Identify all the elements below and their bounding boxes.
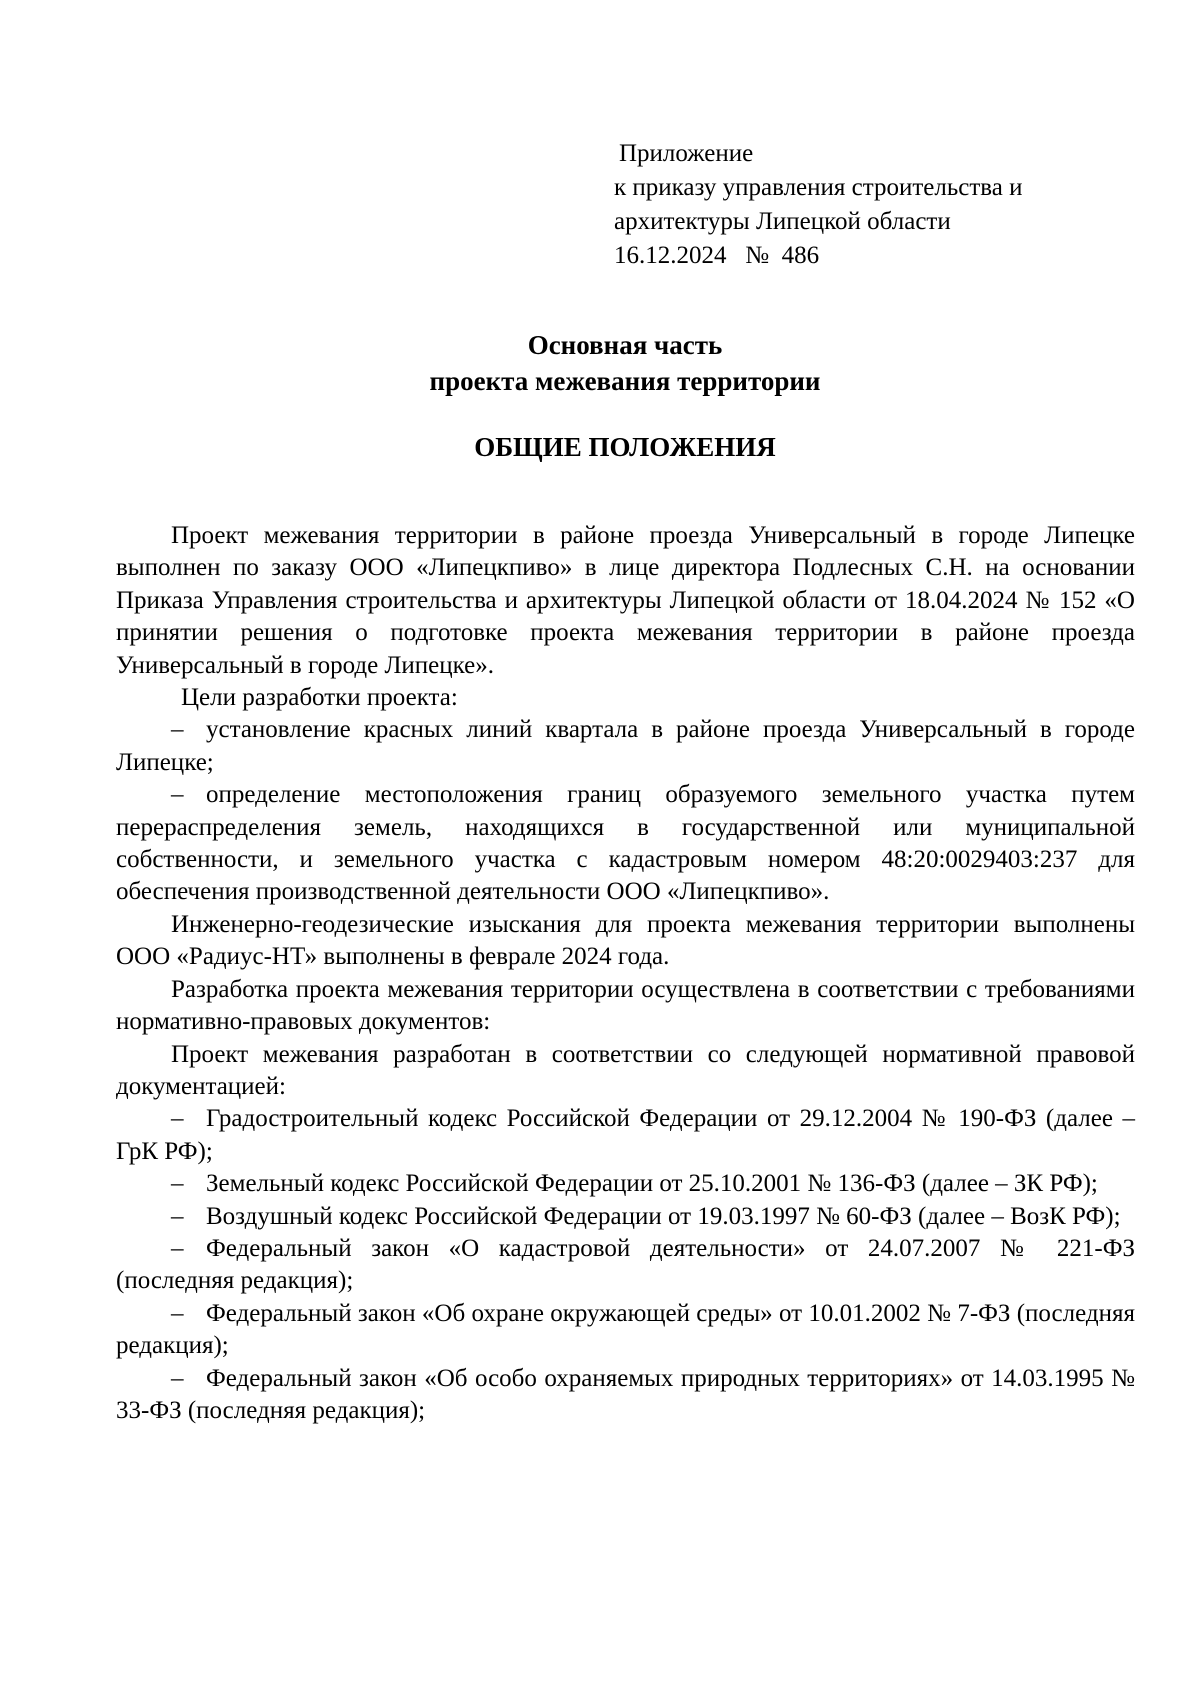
bullet-dash: – (171, 1364, 184, 1392)
regulation-item (116, 1233, 1135, 1298)
appendix-line-1: к приказу управления строительства и (614, 174, 1023, 201)
regulation-item (116, 1363, 1135, 1428)
regulation-item (116, 1103, 1135, 1168)
goal-item (116, 779, 1135, 909)
development-paragraph: Разработка проекта межевания территории осуществлена в соответствии с требованиями нормативно-правовых документов: (116, 975, 1135, 1036)
appendix-line-2: архитектуры Липецкой области (614, 208, 951, 235)
bullet-dash: – (171, 781, 184, 809)
bullet-dash: – (171, 1105, 184, 1133)
regulation-item (116, 1298, 1135, 1363)
regulation-item (116, 1168, 1135, 1200)
bullet-dash: – (171, 1299, 184, 1327)
intro-paragraph: Проект межевания территории в районе проезда Универсальный в городе Липецке выполнен по заказу ООО «Липецкпиво» в лице директора Подлесных С.Н. на основании Приказа Управления строительства и архитектуры Липецкой области от 18.04.2024 № 152 «О принятии решения о подготовке проекта межевания территории в районе проезда Универсальный в городе Липецке». (116, 522, 1135, 679)
appendix-date: 16.12.2024 (614, 242, 727, 269)
regulations-intro: Проект межевания разработан в соответствии со следующей нормативной правовой документацией: (116, 1040, 1135, 1100)
goal-text: определение местоположения границ образуемого земельного участка путем перераспределения земель, находящихся в государственной или муниципальной собственности, и земельного участка с кадастровым номером 48:20:0029403:237 для обеспечения производственной деятельности ООО «Липецкпиво». (116, 781, 1135, 906)
bullet-dash: – (171, 1170, 184, 1198)
regulation-item (116, 1201, 1135, 1233)
bullet-dash: – (171, 1234, 184, 1262)
appendix-title: Приложение (619, 140, 754, 167)
appendix-block (614, 137, 1022, 273)
regulation-text: Федеральный закон «Об особо охраняемых природных территориях» от 14.03.1995 № 33-ФЗ (последняя редакция); (116, 1364, 1135, 1424)
regulation-text: Земельный кодекс Российской Федерации от 25.10.2001 № 136-ФЗ (далее – ЗК РФ); (206, 1170, 1098, 1198)
appendix-date-number (614, 239, 1022, 273)
regulation-text: Воздушный кодекс Российской Федерации от 19.03.1997 № 60-ФЗ (далее – ВозК РФ); (206, 1202, 1121, 1230)
appendix-number: 486 (781, 242, 820, 269)
regulation-text: Градостроительный кодекс Российской Федерации от 29.12.2004 № 190-ФЗ (далее – ГрК РФ); (116, 1105, 1135, 1165)
surveys-paragraph: Инженерно-геодезические изыскания для проекта межевания территории выполнены ООО «Радиус-НТ» выполнены в феврале 2024 года. (116, 910, 1135, 971)
document-body (116, 520, 1135, 1427)
appendix-number-label: № (745, 242, 770, 269)
bullet-dash: – (171, 1202, 184, 1230)
bullet-dash: – (171, 716, 184, 744)
goal-item (116, 714, 1135, 779)
title-line-2: проекта межевания территории (429, 366, 821, 396)
title-line-1: Основная часть (527, 330, 723, 360)
regulation-text: Федеральный закон «О кадастровой деятельности» от 24.07.2007 № 221-ФЗ (последняя редакция); (116, 1234, 1135, 1295)
goal-text: установление красных линий квартала в районе проезда Универсальный в городе Липецке; (116, 716, 1135, 776)
regulation-text: Федеральный закон «Об охране окружающей среды» от 10.01.2002 № 7-ФЗ (последняя редакция); (116, 1299, 1135, 1360)
document-title (0, 327, 1200, 399)
goals-title: Цели разработки проекта: (181, 684, 458, 712)
section-heading: ОБЩИЕ ПОЛОЖЕНИЯ (474, 432, 776, 462)
